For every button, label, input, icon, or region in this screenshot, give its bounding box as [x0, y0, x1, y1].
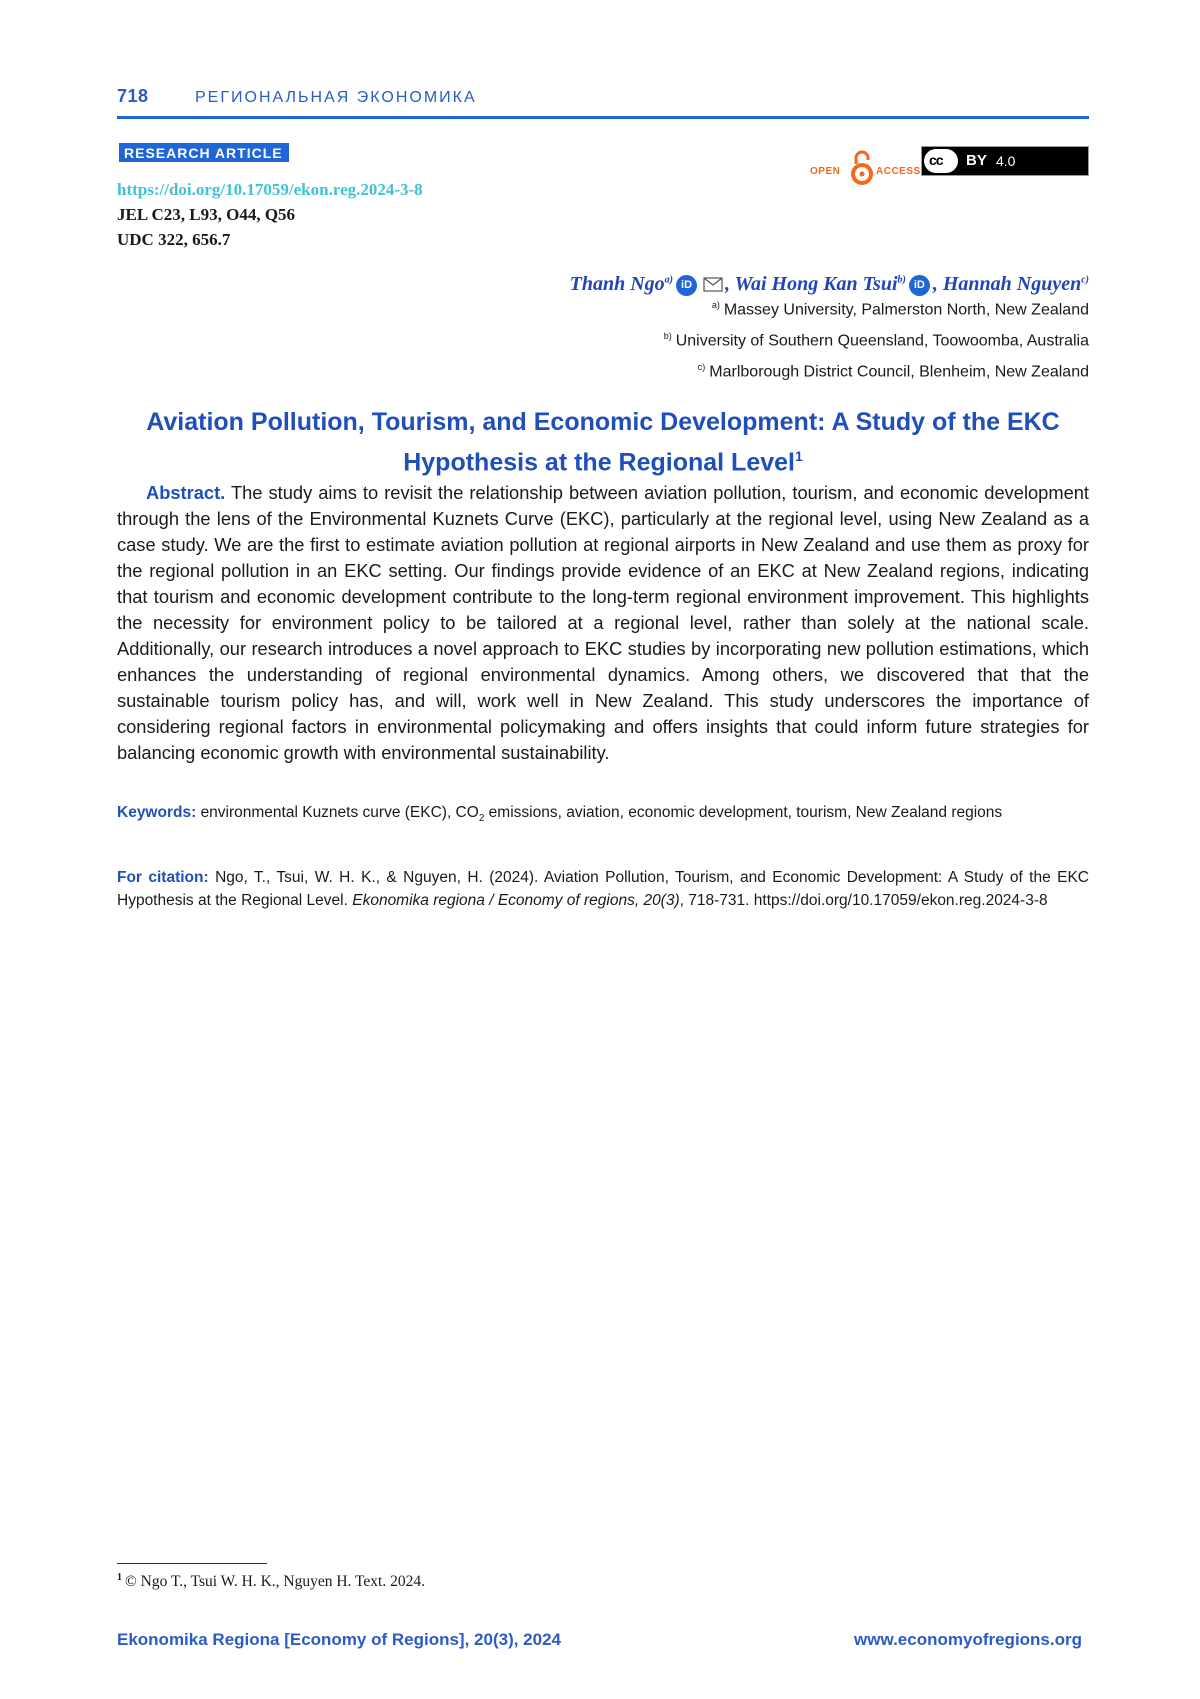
- citation-label: For citation:: [117, 869, 209, 886]
- abstract-text: The study aims to revisit the relationship between aviation pollution, tourism, and economic development through the lens of the Environmental Kuznets Curve (EKC), particularly at the regional level, using New Zealand as a case study. We are the first to estimate aviation pollution at regional airports in New Zealand and use them as proxy for the regional pollution in an EKC setting. Our findings provide evidence of an EKC at New Zealand regions, indicating that tourism and economic development contribute to the long-term regional environment improvement. This highlights the necessity for environment policy to be tailored at a regional level, rather than solely at the national scale. Additionally, our research introduces a novel approach to EKC studies by incorporating new pollution estimations, which enhances the understanding of regional environmental dynamics. Among others, we discovered that that the sustainable tourism policy has, and will, work well in New Zealand. This study underscores the importance of considering regional factors in environmental policymaking and offers insights that could inform future strategies for balancing economic growth with environmental sustainability.: [117, 482, 1089, 763]
- header-rule: [117, 116, 1089, 119]
- orcid-icon[interactable]: iD: [909, 275, 930, 296]
- article-type-badge: RESEARCH ARTICLE: [119, 143, 289, 162]
- affiliation: c) Marlborough District Council, Blenheim, New Zealand: [698, 362, 1089, 381]
- footer-journal: Ekonomika Regiona [Economy of Regions], 20(3), 2024: [117, 1630, 561, 1650]
- keywords-label: Keywords:: [117, 804, 196, 821]
- affiliation-mark: a): [665, 274, 673, 285]
- citation: For citation: Ngo, T., Tsui, W. H. K., & Nguyen, H. (2024). Aviation Pollution, Tourism, and Economic Development: A Study of the EKC Hypothesis at the Regional Level. Ekonomika regiona / Economy of regions, 20(3), 718-731. https://doi.org/10.17059/ekon.reg.2024-3-8: [117, 866, 1089, 912]
- affiliation-mark: c): [1081, 274, 1089, 285]
- orcid-icon[interactable]: iD: [676, 275, 697, 296]
- license-by: BY: [966, 152, 987, 169]
- open-access-lock-icon: [850, 150, 874, 186]
- page-number: 718: [117, 86, 149, 107]
- author-name[interactable]: Wai Hong Kan Tsui: [735, 273, 898, 295]
- affiliation-mark: b): [898, 274, 906, 285]
- license-version: 4.0: [996, 153, 1015, 169]
- author-name[interactable]: Hannah Nguyen: [943, 273, 1081, 295]
- cc-license-badge[interactable]: [921, 146, 1089, 176]
- access-label: ACCESS: [876, 166, 921, 177]
- keywords: Keywords: environmental Kuznets curve (EKC), CO2 emissions, aviation, economic development, tourism, New Zealand regions: [117, 801, 1089, 830]
- doi-link[interactable]: https://doi.org/10.17059/ekon.reg.2024-3-8: [117, 180, 423, 200]
- cc-icon: cc: [924, 149, 958, 173]
- udc-codes: UDC 322, 656.7: [117, 230, 230, 250]
- open-access-logo: [810, 150, 925, 188]
- article-title: Aviation Pollution, Tourism, and Economic Development: A Study of the EKC Hypothesis at the Regional Level1: [117, 405, 1089, 479]
- footnote-rule: [117, 1563, 267, 1564]
- footnote-mark[interactable]: 1: [795, 448, 803, 464]
- footer-website-link[interactable]: www.economyofregions.org: [854, 1630, 1082, 1650]
- affiliation: a) Massey University, Palmerston North, New Zealand: [712, 300, 1089, 319]
- running-header-journal: РЕГИОНАЛЬНАЯ ЭКОНОМИКА: [195, 89, 477, 107]
- footnote: 1 © Ngo T., Tsui W. H. K., Nguyen H. Text. 2024.: [117, 1572, 425, 1591]
- open-label: OPEN: [810, 166, 840, 177]
- author-line: Thanh Ngoa) iD , Wai Hong Kan Tsuib) iD , Hannah Nguyenc): [570, 273, 1089, 296]
- envelope-icon[interactable]: [703, 277, 723, 292]
- abstract: [117, 480, 1089, 766]
- abstract-label: Abstract.: [146, 482, 225, 503]
- author-name[interactable]: Thanh Ngo: [570, 273, 665, 295]
- jel-codes: JEL C23, L93, O44, Q56: [117, 205, 295, 225]
- citation-doi-link[interactable]: https://doi.org/10.17059/ekon.reg.2024-3-8: [754, 892, 1048, 909]
- affiliation: b) University of Southern Queensland, Toowoomba, Australia: [664, 331, 1089, 350]
